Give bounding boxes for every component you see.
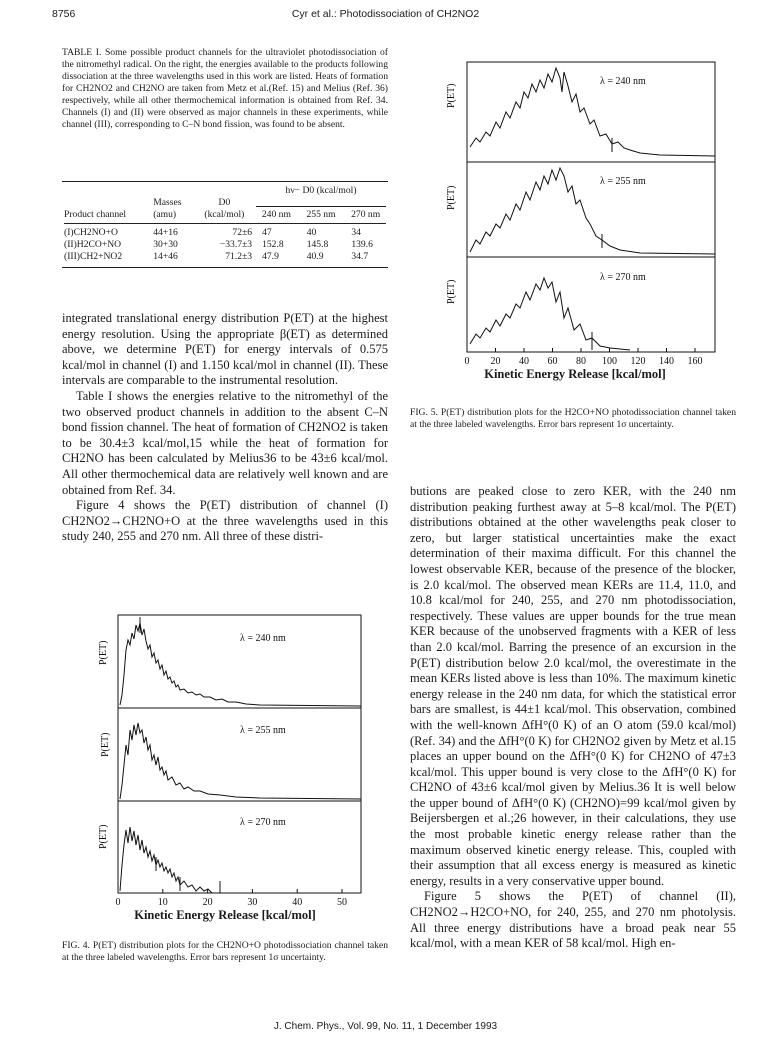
journal-footer: J. Chem. Phys., Vol. 99, No. 11, 1 December 1993: [273, 1021, 498, 1032]
table-header-channel: Product channel: [64, 209, 127, 220]
y-axis-label: P(ET): [446, 185, 457, 210]
paragraph: Table I shows the energies relative to the nitromethyl of the two observed product channels in addition to the absent C–N bond fission channel. The heat of formation of CH2NO2 is taken to be 30.4±3 kcal/mol,15 while the heat of formation for CH2NO has been calculated by Melius36 to be 43±6 kcal/mol. All other thermochemical data are relatively well known and are obtained from Ref. 34.: [62, 388, 388, 497]
table-row: [62, 227, 388, 239]
paragraph: butions are peaked close to zero KER, with the 240 nm distribution peaking furthest away at 5–8 kcal/mol. The P(ET) distributions obtained at the other wavelengths peak closer to zero, but larger statistical uncertainties make the exact determination of their maxima difficult. For this channel the lowest observable KER, because of the presence of the blocker, is 2.0 kcal/mol. The observed mean KERs are 11.4, 11.0, and 10.8 kcal/mol for 240, 255, and 270 nm photodissociation, respectively. These values are upper bounds for the true mean KER because of the unobserved fragments with a KER of less than 2.0 kcal/mol. Barring the presence of an excursion in the P(ET) distribution below 2.0 kcal/mol, the overestimate in the mean KERs listed above is less than 10%. The maximum kinetic energy release in the 240 nm data, for which the statistical error bars are smallest, is 44±1 kcal/mol. This observation, combined with the well-known ΔfH°(0 K) of an O atom (59.0 kcal/mol) (Ref. 34) and the ΔfH°(0 K) for CH2NO2 given by Metz et al.15 places an upper bound on the ΔfH°(0 K) for CH2NO of 47±3 kcal/mol. This upper bound is very close to the ΔfH°(0 K) for CH2NO of 43±6 kcal/mol given by Melius.36 It is well below the upper bound of ΔfH°(0 K) (CH2NO)=99 kcal/mol given by Beijersbergen et al.;26 however, in their calculations, they use the most probable kinetic energy release rather than the maximum observed kinetic energy release. This, coupled with their assumption that all excess energy is measured as kinetic energy, results in a very conservative upper bound.: [410, 484, 736, 888]
x-tick-label: 120: [630, 356, 646, 367]
figure-5-plot: [430, 52, 720, 392]
x-tick-label: 0: [115, 897, 121, 908]
y-axis-label: P(ET): [98, 640, 109, 665]
table-cell: (I)CH2NO+O: [64, 227, 118, 238]
figure-4-caption: FIG. 4. P(ET) distribution plots for the CH2NO+O photodissociation channel taken at the three labeled wavelengths. Error bars represent 1σ uncertainty.: [62, 940, 388, 963]
figure-5-caption: FIG. 5. P(ET) distribution plots for the H2CO+NO photodissociation channel taken at the three labeled wavelengths. Error bars represent 1σ uncertainty.: [410, 407, 736, 430]
table-cell: (II)H2CO+NO: [64, 239, 122, 250]
table-cell: 72±6: [232, 227, 253, 238]
x-axis-title: Kinetic Energy Release [kcal/mol]: [484, 367, 666, 381]
table-header-d0-2: (kcal/mol): [204, 209, 245, 220]
panel-label-240: λ = 240 nm: [240, 633, 286, 644]
panel-label-255: λ = 255 nm: [600, 176, 646, 187]
x-tick-label: 20: [490, 356, 501, 367]
panel-frame: [118, 615, 361, 708]
x-tick-label: 10: [157, 897, 168, 908]
table-cell: 47: [262, 227, 272, 238]
table-cell: 145.8: [306, 239, 329, 250]
right-column-text: [410, 484, 736, 952]
x-tick-label: 60: [547, 356, 558, 367]
running-title: Cyr et al.: Photodissociation of CH2NO2: [291, 8, 480, 20]
panel-frame: [118, 708, 361, 801]
table-cell: 14+46: [153, 251, 178, 262]
x-tick-label: 80: [576, 356, 586, 367]
trace-270nm: [120, 827, 212, 893]
x-axis-title: Kinetic Energy Release [kcal/mol]: [134, 908, 316, 922]
table-cell: 71.2±3: [225, 251, 253, 262]
table-row: [62, 251, 388, 263]
x-tick-label: 100: [602, 356, 617, 367]
x-tick-label: 30: [247, 897, 258, 908]
table-header-d0-1: D0: [218, 197, 231, 208]
table-cell: (III)CH2+NO2: [64, 251, 123, 262]
figure-4: [80, 605, 370, 925]
table-cell: 152.8: [262, 239, 284, 250]
panel-label-270: λ = 270 nm: [240, 817, 286, 828]
trace-240nm: [470, 68, 715, 156]
table-cell: 44+16: [153, 227, 178, 238]
panel-label-270: λ = 270 nm: [600, 272, 646, 283]
left-column-text: [62, 311, 388, 545]
table-cell: 40.9: [306, 251, 324, 262]
trace-255nm: [470, 168, 715, 254]
table-group-header: hν− D0 (kcal/mol): [285, 185, 357, 196]
panel-frame: [118, 801, 361, 893]
x-tick-label: 0: [464, 356, 470, 367]
table-caption: TABLE I. Some possible product channels for the ultraviolet photodissociation of the nitromethyl radical. On the right, the energies available to the products following dissociation at the three wavelengths used in this work are listed. Heats of formation for CH2NO2 and CH2NO are taken from Metz et al.(Ref. 15) and Melius (Ref. 36) respectively, while all other thermochemical information is obtained from Ref. 34. Channels (I) and (II) were observed as major channels in these experiments, while channel (III), corresponding to C–N bond fission, was found to be absent.: [62, 47, 388, 130]
table-header-270: 270 nm: [351, 209, 381, 220]
x-tick-label: 140: [659, 356, 674, 367]
table-header-masses-2: (amu): [153, 209, 177, 220]
table-header-masses-1: Masses: [153, 197, 182, 208]
table-header-240: 240 nm: [261, 209, 291, 220]
table-cell: 34.7: [351, 251, 369, 262]
panel-label-255: λ = 255 nm: [240, 725, 286, 736]
y-axis-label: P(ET): [446, 83, 457, 108]
paragraph: integrated translational energy distribution P(ET) at the highest energy resolution. Using the appropriate β(ET) as determined above, we determine P(ET) for energy intervals of 0.575 kcal/mol in channel (I) and 1.150 kcal/mol in channel (II). These intervals are comparable to the instrumental resolution.: [62, 311, 388, 388]
table-cell: 139.6: [351, 239, 373, 250]
y-axis-label: P(ET): [446, 279, 457, 304]
page-number: 8756: [52, 8, 76, 20]
panel-frame: [467, 257, 715, 352]
x-tick-label: 40: [292, 897, 303, 908]
panel-label-240: λ = 240 nm: [600, 76, 646, 87]
y-axis-label: P(ET): [100, 732, 111, 757]
panel-frame: [467, 162, 715, 257]
x-tick-label: 50: [337, 897, 347, 908]
table-cell: 30+30: [153, 239, 178, 250]
paragraph: Figure 5 shows the P(ET) of channel (II), CH2NO2→H2CO+NO, for 240, 255, and 270 nm photolysis. All three energy distributions have a broad peak near 55 kcal/mol, with a mean KER of 58 kcal/mol. High en-: [410, 889, 736, 951]
x-tick-label: 160: [687, 356, 703, 367]
table-1: [62, 181, 388, 268]
paragraph: Figure 4 shows the P(ET) distribution of channel (I) CH2NO2→CH2NO+O at the three wavelengths used in this study 240, 255 and 270 nm. All three of these distri-: [62, 498, 388, 544]
table-cell: 40: [306, 227, 317, 238]
table-cell: 34: [351, 227, 361, 238]
panel-frame: [467, 62, 715, 162]
trace-270nm: [470, 278, 630, 350]
figure-4-plot: [80, 605, 370, 925]
table-cell: 47.9: [262, 251, 279, 262]
table-cell: −33.7±3: [219, 239, 253, 250]
figure-5: [430, 52, 720, 392]
x-tick-label: 20: [202, 897, 213, 908]
table-row: [62, 239, 388, 251]
y-axis-label: P(ET): [98, 824, 109, 849]
x-tick-label: 40: [519, 356, 529, 367]
table-header-255: 255 nm: [306, 209, 336, 220]
